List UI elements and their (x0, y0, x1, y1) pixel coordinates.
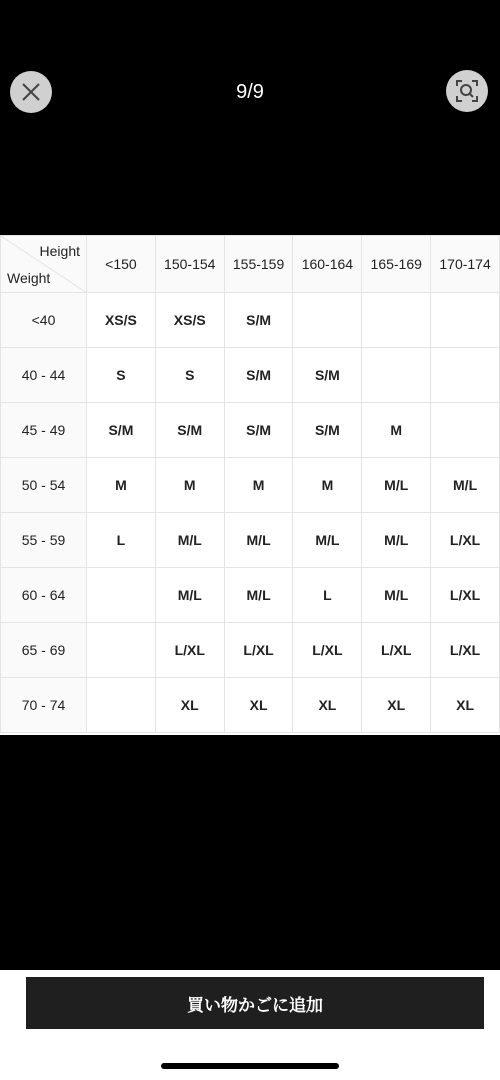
size-cell: XL (431, 678, 500, 733)
size-cell: M/L (431, 458, 500, 513)
image-search-icon (455, 79, 479, 103)
size-chart-table (0, 235, 500, 733)
weight-row-label: 45 - 49 (1, 403, 87, 458)
size-cell: S (155, 348, 224, 403)
size-cell (362, 348, 431, 403)
size-cell: M (87, 458, 156, 513)
size-cell: M/L (362, 513, 431, 568)
size-chart-row (1, 568, 500, 623)
size-cell: M/L (293, 513, 362, 568)
height-axis-label: Height (39, 243, 80, 259)
size-cell: M/L (362, 458, 431, 513)
size-cell: S/M (87, 403, 156, 458)
size-cell (431, 293, 500, 348)
weight-row-label: <40 (1, 293, 87, 348)
size-cell: M/L (155, 568, 224, 623)
size-cell: M (224, 458, 293, 513)
size-cell: S/M (224, 403, 293, 458)
size-cell: S (87, 348, 156, 403)
size-cell: XS/S (87, 293, 156, 348)
height-column-header: 155-159 (224, 236, 293, 293)
weight-row-label: 55 - 59 (1, 513, 87, 568)
size-cell: M (155, 458, 224, 513)
add-to-cart-button[interactable]: 買い物かごに追加 (26, 977, 484, 1029)
close-icon (20, 81, 42, 103)
size-cell: L/XL (362, 623, 431, 678)
size-cell (431, 403, 500, 458)
image-counter: 9/9 (236, 81, 264, 103)
size-cell: L (293, 568, 362, 623)
size-chart-row (1, 458, 500, 513)
weight-axis-label: Weight (7, 270, 51, 286)
size-chart-row (1, 513, 500, 568)
height-column-header: 170-174 (431, 236, 500, 293)
size-cell (87, 623, 156, 678)
close-button[interactable] (10, 71, 52, 113)
size-cell (362, 293, 431, 348)
size-cell: M/L (362, 568, 431, 623)
bottom-bar (0, 970, 500, 1080)
size-chart-image (0, 235, 500, 735)
weight-row-label: 65 - 69 (1, 623, 87, 678)
size-cell: M/L (224, 568, 293, 623)
home-indicator (161, 1063, 339, 1069)
weight-row-label: 40 - 44 (1, 348, 87, 403)
size-cell: L/XL (293, 623, 362, 678)
size-cell (293, 293, 362, 348)
height-column-header: <150 (87, 236, 156, 293)
size-cell: M (362, 403, 431, 458)
size-cell: S/M (224, 348, 293, 403)
height-column-header: 150-154 (155, 236, 224, 293)
size-cell: M/L (224, 513, 293, 568)
size-chart-row (1, 293, 500, 348)
size-cell: L/XL (224, 623, 293, 678)
image-search-button[interactable] (446, 70, 488, 112)
size-cell (431, 348, 500, 403)
size-cell: XL (224, 678, 293, 733)
size-cell: XL (155, 678, 224, 733)
weight-row-label: 70 - 74 (1, 678, 87, 733)
size-cell: L/XL (431, 568, 500, 623)
size-cell: L/XL (155, 623, 224, 678)
size-cell: XL (293, 678, 362, 733)
size-chart-header-row (1, 236, 500, 293)
size-cell: S/M (293, 348, 362, 403)
size-cell: XS/S (155, 293, 224, 348)
size-cell: L/XL (431, 513, 500, 568)
size-chart-corner-cell (1, 236, 87, 293)
size-chart-row (1, 403, 500, 458)
size-chart-row (1, 348, 500, 403)
height-column-header: 160-164 (293, 236, 362, 293)
weight-row-label: 50 - 54 (1, 458, 87, 513)
height-column-header: 165-169 (362, 236, 431, 293)
image-viewer-header (0, 0, 500, 235)
size-cell: S/M (293, 403, 362, 458)
size-cell: M (293, 458, 362, 513)
size-cell: L (87, 513, 156, 568)
size-cell: L/XL (431, 623, 500, 678)
size-cell: XL (362, 678, 431, 733)
weight-row-label: 60 - 64 (1, 568, 87, 623)
size-cell: S/M (155, 403, 224, 458)
size-cell: S/M (224, 293, 293, 348)
size-cell: M/L (155, 513, 224, 568)
size-cell (87, 678, 156, 733)
size-chart-row (1, 678, 500, 733)
size-chart-row (1, 623, 500, 678)
size-cell (87, 568, 156, 623)
